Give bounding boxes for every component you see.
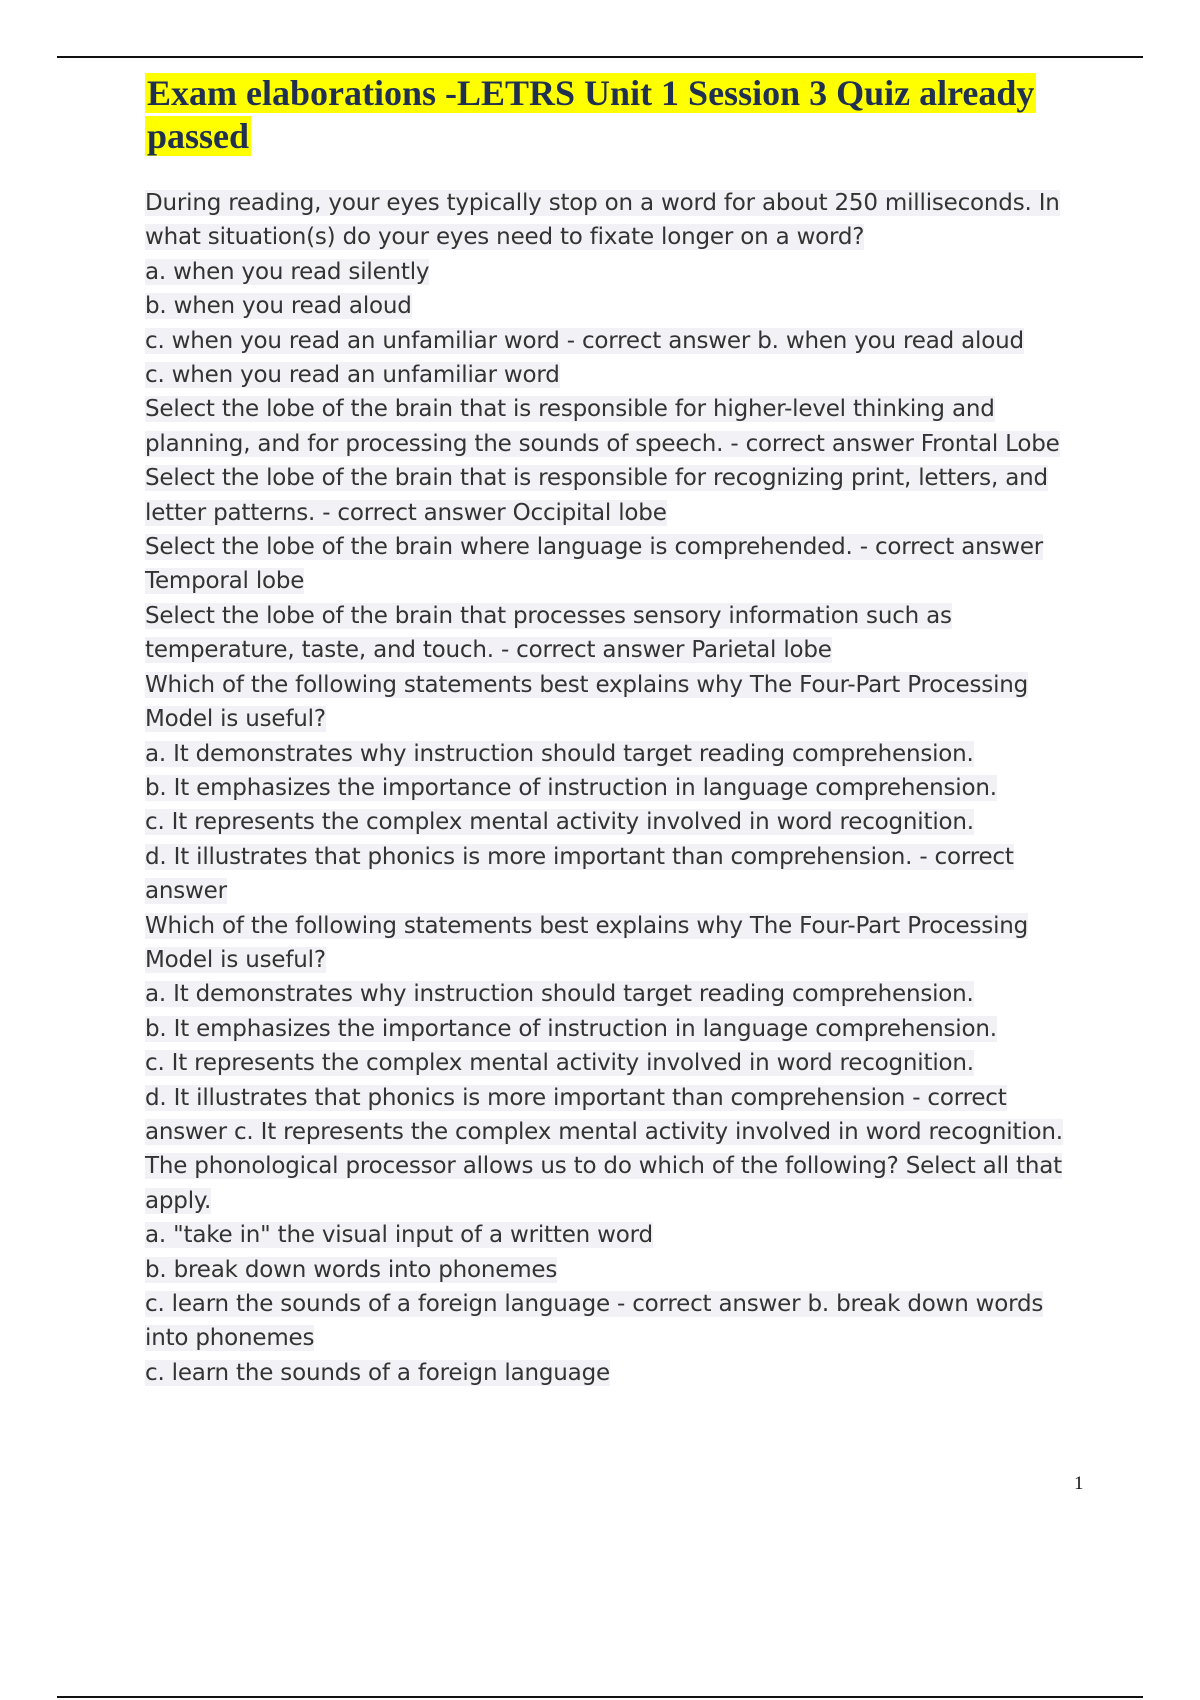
text-line-content: what situation(s) do your eyes need to fixate longer on a word? (145, 224, 865, 251)
text-line (145, 668, 1105, 702)
text-line-content: Temporal lobe (145, 568, 305, 595)
text-line (145, 874, 1105, 908)
text-line-content: Select the lobe of the brain that processes sensory information such as (145, 602, 952, 629)
text-line (145, 599, 1105, 633)
text-line (145, 392, 1105, 426)
text-line-content: b. It emphasizes the importance of instruction in language comprehension. (145, 774, 997, 801)
text-line (145, 186, 1105, 220)
text-line (145, 805, 1105, 839)
text-line (145, 461, 1105, 495)
text-line (145, 1149, 1105, 1183)
text-line (145, 1012, 1105, 1046)
text-line-content: Which of the following statements best explains why The Four-Part Processing (145, 671, 1029, 698)
text-line-content: b. when you read aloud (145, 293, 412, 320)
text-line (145, 427, 1105, 461)
text-line-content: During reading, your eyes typically stop on a word for about 250 milliseconds. In (145, 190, 1060, 216)
text-line (145, 289, 1105, 323)
text-line (145, 496, 1105, 530)
text-line (145, 324, 1105, 358)
text-line (145, 1356, 1105, 1390)
text-line (145, 737, 1105, 771)
text-line (145, 1253, 1105, 1287)
text-line-content: Select the lobe of the brain where language is comprehended. - correct answer (145, 534, 1044, 561)
text-line-content: Which of the following statements best explains why The Four-Part Processing (145, 912, 1029, 939)
text-line-content: answer (145, 878, 227, 905)
text-line-content: answer c. It represents the complex mental activity involved in word recognition. (145, 1118, 1063, 1145)
text-line-content: c. learn the sounds of a foreign language - correct answer b. break down words (145, 1291, 1044, 1317)
text-line-content: b. It emphasizes the importance of instruction in language comprehension. (145, 1015, 997, 1042)
text-line-content: The phonological processor allows us to do which of the following? Select all that (145, 1153, 1062, 1180)
text-line (145, 530, 1105, 564)
text-line (145, 771, 1105, 805)
text-line-content: into phonemes (145, 1325, 315, 1352)
text-line-content: apply. (145, 1187, 212, 1214)
text-line-content: a. "take in" the visual input of a written word (145, 1222, 653, 1249)
text-line-content: planning, and for processing the sounds of speech. - correct answer Frontal Lobe (145, 430, 1060, 457)
text-line (145, 1184, 1105, 1218)
page-number: 1 (1074, 1473, 1084, 1494)
text-line (145, 1218, 1105, 1252)
text-line-content: temperature, taste, and touch. - correct answer Parietal lobe (145, 637, 832, 664)
text-line (145, 255, 1105, 289)
top-rule (57, 56, 1143, 58)
text-line (145, 943, 1105, 977)
title-line-1: Exam elaborations -LETRS Unit 1 Session 3 Quiz already (147, 73, 1035, 113)
text-line-content: c. when you read an unfamiliar word (145, 362, 560, 389)
text-line (145, 633, 1105, 667)
text-line-content: a. when you read silently (145, 258, 430, 285)
text-line (145, 977, 1105, 1011)
bottom-rule (57, 1696, 1143, 1698)
text-line (145, 358, 1105, 392)
text-line-content: c. when you read an unfamiliar word - correct answer b. when you read aloud (145, 327, 1024, 354)
text-line-content: Model is useful? (145, 946, 326, 973)
text-line (145, 1046, 1105, 1080)
text-line-content: c. It represents the complex mental activity involved in word recognition. (145, 1050, 974, 1077)
text-line (145, 1287, 1105, 1321)
text-line-content: Select the lobe of the brain that is responsible for recognizing print, letters, and (145, 465, 1048, 492)
text-line (145, 702, 1105, 736)
text-line (145, 1081, 1105, 1115)
text-line-content: d. It illustrates that phonics is more important than comprehension - correct (145, 1084, 1007, 1111)
text-line-content: Select the lobe of the brain that is responsible for higher-level thinking and (145, 396, 995, 423)
text-line-content: a. It demonstrates why instruction should target reading comprehension. (145, 981, 974, 1008)
text-line-content: Model is useful? (145, 706, 326, 733)
document-body (145, 186, 1105, 1390)
text-line-content: d. It illustrates that phonics is more important than comprehension. - correct (145, 843, 1014, 870)
text-line-content: a. It demonstrates why instruction should target reading comprehension. (145, 740, 974, 767)
text-line-content: b. break down words into phonemes (145, 1256, 558, 1283)
text-line (145, 220, 1105, 254)
text-line (145, 1115, 1105, 1149)
text-line-content: c. It represents the complex mental activity involved in word recognition. (145, 809, 974, 836)
text-line (145, 1321, 1105, 1355)
text-line-content: letter patterns. - correct answer Occipital lobe (145, 499, 667, 526)
text-line (145, 564, 1105, 598)
text-line-content: c. learn the sounds of a foreign language (145, 1359, 610, 1386)
text-line (145, 909, 1105, 943)
document-title (145, 72, 1105, 158)
title-line-2: passed (147, 116, 250, 156)
text-line (145, 840, 1105, 874)
